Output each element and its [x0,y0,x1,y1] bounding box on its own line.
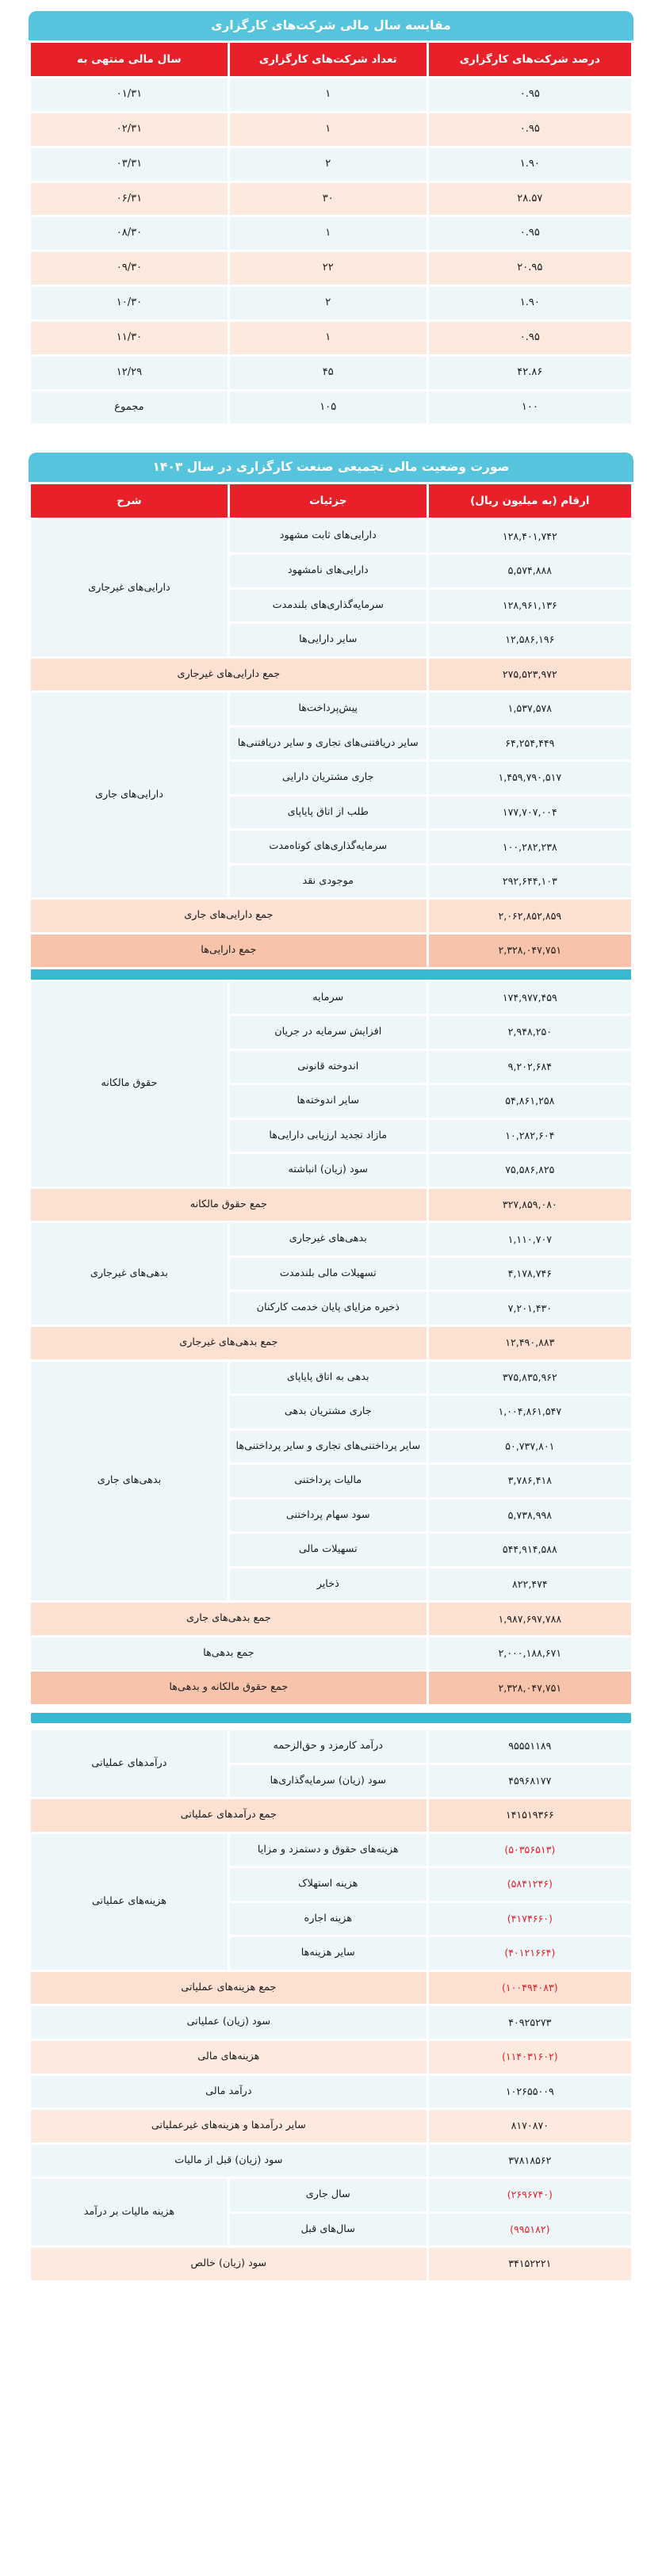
table-grand-total-row [31,934,631,967]
cell-group-label: دارایی‌های غیرجاری [31,520,228,655]
cell-year-end: ۰۶/۳۱ [31,183,228,216]
cell-detail: هزینه اجاره [230,1903,427,1936]
table-subtotal-row [31,1327,631,1359]
cell-count: ۲ [230,148,427,181]
cell-group-label: درآمدهای عملیاتی [31,1730,228,1797]
cell-amount: ۳,۷۸۶,۴۱۸ [429,1465,631,1497]
cell-percent: ۰.۹۵ [429,113,631,146]
cell-amount: ۱,۰۰۴,۸۶۱,۵۴۷ [429,1396,631,1428]
cell-amount: ۸۱۷۰۸۷۰ [429,2110,631,2142]
table-row [31,982,631,1015]
cell-amount: (۵۸۴۱۲۴۶) [429,1868,631,1901]
cell-detail: سود سهام پرداختنی [230,1500,427,1532]
cell-detail: سایر دریافتنی‌های تجاری و سایر دریافتنی‌ها [230,728,427,760]
table-total-row [31,392,631,424]
cell-year-end: ۱۰/۳۰ [31,287,228,319]
cell-detail: سایر پرداختنی‌های تجاری و سایر پرداختنی‌ها [230,1431,427,1463]
cell-count: ۱ [230,78,427,111]
cell-amount: ۲۹۲,۶۴۴,۱۰۳ [429,866,631,898]
cell-detail: مالیات پرداختنی [230,1465,427,1497]
table-1-block [29,11,633,426]
cell-percent: ۰.۹۵ [429,322,631,354]
table-row [31,1834,631,1867]
table-row [31,287,631,319]
table-3-body [31,1730,631,2280]
cell-row-label: سایر درآمدها و هزینه‌های غیرعملیاتی [31,2110,427,2142]
cell-detail: هزینه‌های حقوق و دستمزد و مزایا [230,1834,427,1867]
cell-amount: ۵۰,۷۳۷,۸۰۱ [429,1431,631,1463]
cell-count: ۳۰ [230,183,427,216]
table-grand-equity-liab-row [31,1672,631,1704]
cell-group-label: هزینه مالیات بر درآمد [31,2179,228,2245]
table-1 [29,40,633,426]
table-1-body [31,78,631,423]
cell-amount: ۱۰۰,۲۸۲,۲۳۸ [429,831,631,863]
cell-amount: ۳۷۵,۸۳۵,۹۶۲ [429,1362,631,1394]
cell-row-label: درآمد مالی [31,2076,427,2108]
table-1-title: مقایسه سال مالی شرکت‌های کارگزاری [29,11,633,40]
cell-subtotal-amount: ۱۴۱۵۱۹۳۶۶ [429,1799,631,1832]
cell-subtotal-label: جمع حقوق مالکانه [31,1189,427,1221]
table-1-header-row [31,43,631,76]
cell-detail: ذخایر [230,1569,427,1601]
cell-detail: جاری مشتریان بدهی [230,1396,427,1428]
cell-detail: سود (زیان) انباشته [230,1154,427,1187]
cell-count: ۱ [230,217,427,250]
cell-amount: ۵,۵۷۴,۸۸۸ [429,555,631,587]
cell-amount: ۴۵۹۶۸۱۷۷ [429,1765,631,1798]
cell-year-end: ۰۱/۳۱ [31,78,228,111]
cell-detail: سرمایه‌گذاری‌های کوتاه‌مدت [230,831,427,863]
cell-detail: هزینه استهلاک [230,1868,427,1901]
table-row [31,1362,631,1394]
cell-detail: جاری مشتریان دارایی [230,762,427,794]
cell-detail: سایر اندوخته‌ها [230,1085,427,1118]
table-row [31,2006,631,2039]
cell-total-label: مجموع [31,392,228,424]
cell-count: ۲ [230,287,427,319]
cell-grand-equity-liab-label: جمع حقوق مالکانه و بدهی‌ها [31,1672,427,1704]
cell-count: ۴۵ [230,357,427,389]
cell-amount: ۵۴۴,۹۱۴,۵۸۸ [429,1534,631,1566]
table-3-income [29,1728,633,2283]
cell-subtotal-label: جمع بدهی‌های جاری [31,1603,427,1635]
cell-total-liabilities-label: جمع بدهی‌ها [31,1638,427,1670]
cell-group-label: هزینه‌های عملیاتی [31,1834,228,1970]
header-percent: درصد شرکت‌های کارگزاری [429,43,631,76]
header-detail: جزئیات [230,484,427,518]
cell-amount: (۹۹۵۱۸۲) [429,2214,631,2246]
table-row [31,2076,631,2108]
header-count: تعداد شرکت‌های کارگزاری [230,43,427,76]
cell-amount: ۷۵,۵۸۶,۸۲۵ [429,1154,631,1187]
cell-detail: ذخیره مزایای پایان خدمت کارکنان [230,1292,427,1324]
cell-amount: ۵۴,۸۶۱,۲۵۸ [429,1085,631,1118]
cell-year-end: ۰۲/۳۱ [31,113,228,146]
cell-amount: ۲,۹۴۸,۲۵۰ [429,1016,631,1049]
cell-subtotal-label: جمع هزینه‌های عملیاتی [31,1972,427,2005]
cell-amount: ۱,۵۳۷,۵۷۸ [429,693,631,725]
cell-subtotal-label: جمع درآمدهای عملیاتی [31,1799,427,1832]
cell-group-label: حقوق مالکانه [31,982,228,1187]
cell-amount: ۹,۲۰۲,۶۸۴ [429,1051,631,1084]
cell-subtotal-label: جمع دارایی‌های جاری [31,900,427,932]
table-row [31,2179,631,2211]
cell-amount: ۱,۱۱۰,۷۰۷ [429,1223,631,1256]
table-row [31,148,631,181]
section-divider-band [31,969,631,980]
cell-count: ۱ [230,322,427,354]
table-row [31,693,631,725]
cell-detail: طلب از اتاق پایاپای [230,797,427,829]
cell-detail: دارایی‌های ثابت مشهود [230,520,427,552]
table-row [31,357,631,389]
table-subtotal-row [31,1799,631,1832]
cell-amount: ۴,۱۷۸,۷۴۶ [429,1258,631,1290]
cell-group-label: دارایی‌های جاری [31,693,228,897]
table-subtotal-row [31,1603,631,1635]
table-row [31,2145,631,2177]
cell-amount: ۳۷۸۱۸۵۶۲ [429,2145,631,2177]
cell-amount: ۱۷۴,۹۷۷,۴۵۹ [429,982,631,1015]
table-row [31,2041,631,2073]
cell-detail: درآمد کارمزد و حق‌الزحمه [230,1730,427,1763]
cell-subtotal-amount: ۱۲,۴۹۰,۸۸۳ [429,1327,631,1359]
cell-amount: ۱۰۲۶۵۵۰۰۹ [429,2076,631,2108]
cell-amount: ۷,۲۰۱,۴۳۰ [429,1292,631,1324]
cell-row-label: سود (زیان) عملیاتی [31,2006,427,2039]
cell-subtotal-amount: ۲,۰۶۲,۸۵۲,۸۵۹ [429,900,631,932]
section-divider-row [31,969,631,980]
table-row [31,1223,631,1256]
cell-percent: ۰.۹۵ [429,217,631,250]
cell-subtotal-amount: ۳۲۷,۸۵۹,۰۸۰ [429,1189,631,1221]
cell-detail: تسهیلات مالی [230,1534,427,1566]
cell-amount: (۱۱۴۰۳۱۶۰۲) [429,2041,631,2073]
cell-grand-equity-liab-amount: ۲,۳۲۸,۰۴۷,۷۵۱ [429,1672,631,1704]
table-row [31,2110,631,2142]
cell-detail: پیش‌پرداخت‌ها [230,693,427,725]
cell-detail: تسهیلات مالی بلندمدت [230,1258,427,1290]
table-subtotal-row [31,900,631,932]
cell-total-liabilities-amount: ۲,۰۰۰,۱۸۸,۶۷۱ [429,1638,631,1670]
cell-detail: سایر هزینه‌ها [230,1937,427,1970]
cell-amount: ۵,۷۳۸,۹۹۸ [429,1500,631,1532]
cell-year-end: ۰۸/۳۰ [31,217,228,250]
table-row [31,113,631,146]
cell-amount: ۱۲۸,۹۶۱,۱۳۶ [429,590,631,622]
cell-detail: بدهی به اتاق پایاپای [230,1362,427,1394]
cell-amount: ۸۲۲,۴۷۴ [429,1569,631,1601]
cell-percent: ۱.۹۰ [429,148,631,181]
table-total-liabilities-row [31,1638,631,1670]
cell-subtotal-label: جمع بدهی‌های غیرجاری [31,1327,427,1359]
table-row [31,183,631,216]
cell-detail: دارایی‌های نامشهود [230,555,427,587]
cell-percent: ۲۰.۹۵ [429,252,631,285]
cell-year-end: ۱۲/۲۹ [31,357,228,389]
cell-percent: ۱.۹۰ [429,287,631,319]
cell-detail: سرمایه‌گذاری‌های بلندمدت [230,590,427,622]
cell-count: ۱ [230,113,427,146]
cell-detail: مازاد تجدید ارزیابی دارایی‌ها [230,1120,427,1152]
cell-detail: سود (زیان) سرمایه‌گذاری‌ها [230,1765,427,1798]
cell-grand-assets-label: جمع دارایی‌ها [31,934,427,967]
table-net-profit-row [31,2248,631,2280]
cell-total-count: ۱۰۵ [230,392,427,424]
cell-amount: (۲۶۹۶۷۴۰) [429,2179,631,2211]
cell-percent: ۴۲.۸۶ [429,357,631,389]
table-subtotal-row [31,1189,631,1221]
cell-row-label: سود (زیان) قبل از مالیات [31,2145,427,2177]
cell-detail: سایر دارایی‌ها [230,624,427,656]
cell-amount: ۱۰,۲۸۲,۶۰۴ [429,1120,631,1152]
cell-amount: ۶۴,۲۵۴,۴۴۹ [429,728,631,760]
cell-year-end: ۱۱/۳۰ [31,322,228,354]
table-2 [29,482,633,1707]
table-row [31,78,631,111]
header-year-end: سال مالی منتهی به [31,43,228,76]
cell-amount: ۱۲۸,۴۰۱,۷۴۲ [429,520,631,552]
table-row [31,252,631,285]
cell-subtotal-amount: (۱۰۰۴۹۴۰۸۳) [429,1972,631,2005]
cell-year-end: ۰۹/۳۰ [31,252,228,285]
cell-row-label: هزینه‌های مالی [31,2041,427,2073]
cell-detail: سال جاری [230,2179,427,2211]
cell-amount: (۵۰۳۵۶۵۱۳) [429,1834,631,1867]
cell-detail: سرمایه [230,982,427,1015]
cell-group-label: بدهی‌های جاری [31,1362,228,1601]
cell-amount: ۴۰۹۲۵۲۷۳ [429,2006,631,2039]
cell-subtotal-amount: ۲۷۵,۵۲۳,۹۷۲ [429,659,631,691]
cell-amount: ۱,۴۵۹,۷۹۰,۵۱۷ [429,762,631,794]
cell-year-end: ۰۳/۳۱ [31,148,228,181]
cell-amount: ۱۲,۵۸۶,۱۹۶ [429,624,631,656]
table-2-title: صورت وضعیت مالی تجمیعی صنعت کارگزاری در سال ۱۴۰۳ [29,453,633,482]
table-row [31,322,631,354]
cell-group-label: بدهی‌های غیرجاری [31,1223,228,1324]
cell-amount: (۴۱۷۴۶۶۰) [429,1903,631,1936]
table-2-block [29,453,633,2282]
cell-amount: (۴۰۱۲۱۶۶۴) [429,1937,631,1970]
section-divider-band [31,1713,631,1723]
cell-percent: ۰.۹۵ [429,78,631,111]
cell-amount: ۱۷۷,۷۰۷,۰۰۴ [429,797,631,829]
table-row [31,217,631,250]
cell-detail: سال‌های قبل [230,2214,427,2246]
cell-subtotal-label: جمع دارایی‌های غیرجاری [31,659,427,691]
cell-detail: موجودی نقد [230,866,427,898]
cell-amount: ۹۵۵۵۱۱۸۹ [429,1730,631,1763]
cell-detail: افزایش سرمایه در جریان [230,1016,427,1049]
cell-subtotal-amount: ۱,۹۸۷,۶۹۷,۷۸۸ [429,1603,631,1635]
header-description: شرح [31,484,228,518]
header-amount: ارقام (به میلیون ریال) [429,484,631,518]
table-row [31,520,631,552]
cell-detail: بدهی‌های غیرجاری [230,1223,427,1256]
cell-percent: ۲۸.۵۷ [429,183,631,216]
cell-net-profit-label: سود (زیان) خالص [31,2248,427,2280]
cell-total-percent: ۱۰۰ [429,392,631,424]
table-row [31,1730,631,1763]
table-2-body [31,520,631,1704]
table-subtotal-row [31,1972,631,2005]
cell-net-profit-amount: ۳۴۱۵۲۲۲۱ [429,2248,631,2280]
table-subtotal-row [31,659,631,691]
cell-count: ۲۲ [230,252,427,285]
table-2-header-row [31,484,631,518]
cell-grand-assets-amount: ۲,۳۲۸,۰۴۷,۷۵۱ [429,934,631,967]
cell-detail: اندوخته قانونی [230,1051,427,1084]
